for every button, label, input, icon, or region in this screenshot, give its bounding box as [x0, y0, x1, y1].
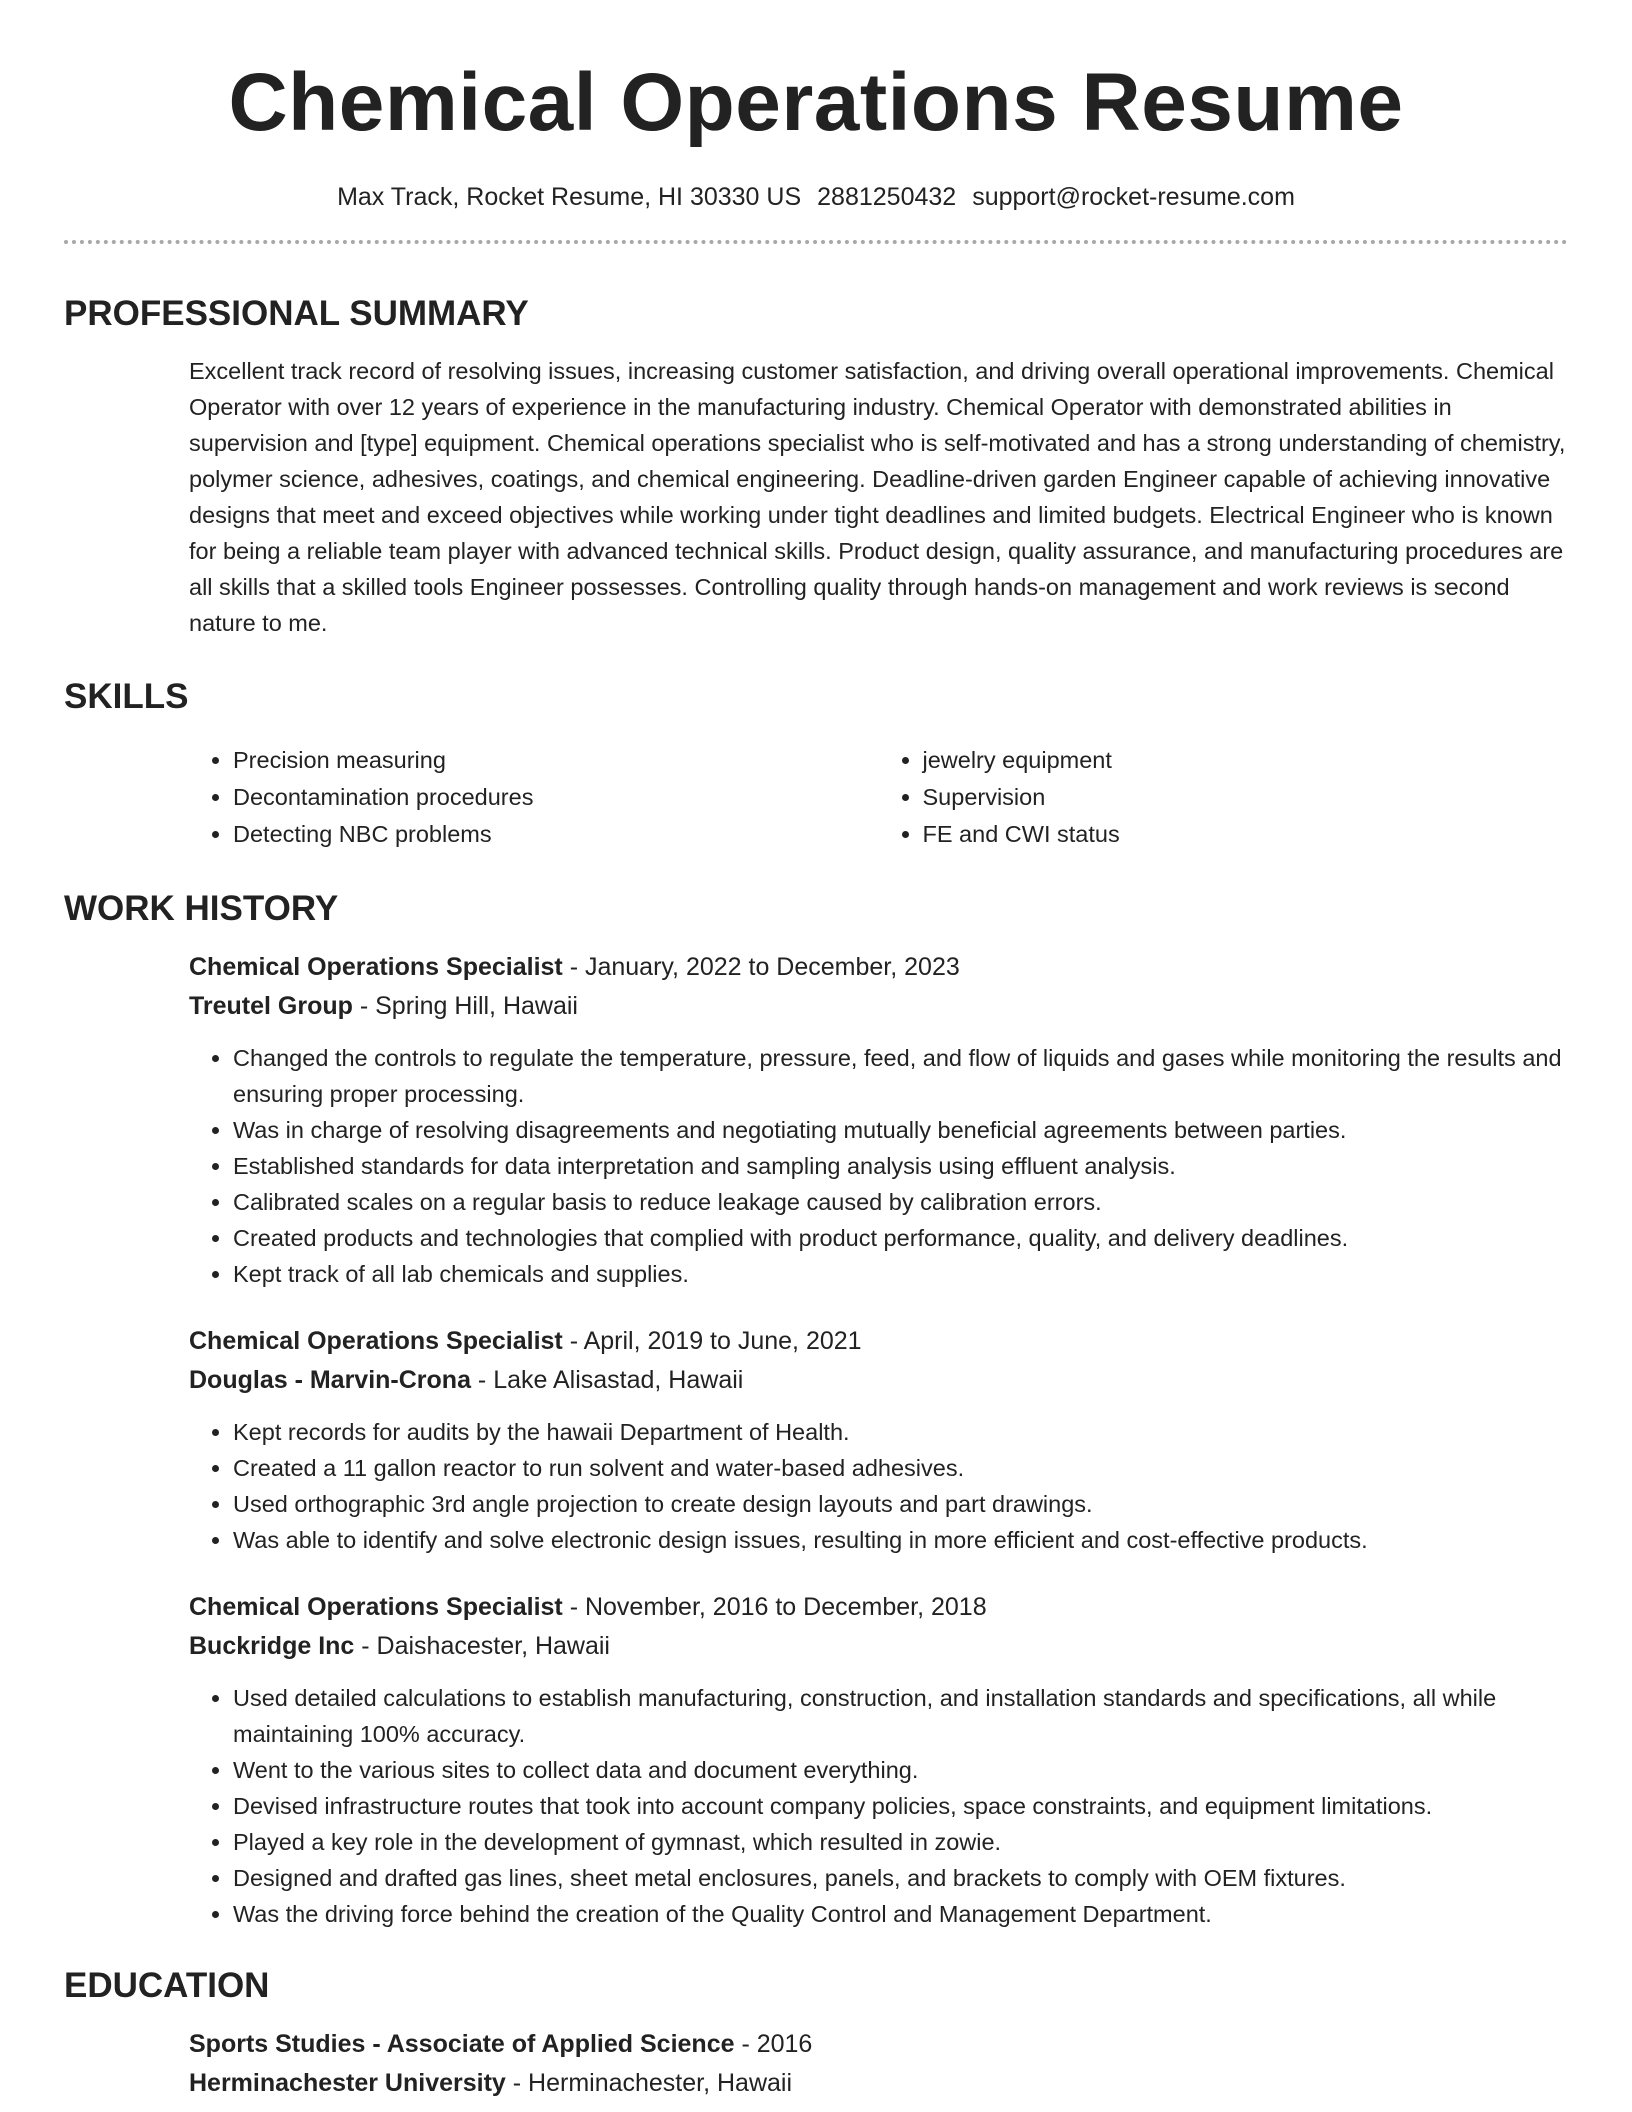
education-degree: Sports Studies - Associate of Applied Science — [189, 2030, 735, 2058]
job-title-line — [189, 948, 1568, 987]
job-dates: - April, 2019 to June, 2021 — [562, 1327, 862, 1355]
job-location: - Spring Hill, Hawaii — [352, 992, 578, 1020]
summary-text: Excellent track record of resolving issues, increasing customer satisfaction, and driving overall operational improvements. Chemical Operator with over 12 years of experience in the manufacturing industry. Chemical Operator with demonstrated abilities in supervision and [type] equipment. Chemical operations specialist who is self-motivated and has a strong understanding of chemistry, polymer science, adhesives, coatings, and chemical engineering. Deadline-driven garden Engineer capable of achieving innovative designs that meet and exceed objectives while working under tight deadlines and limited budgets. Electrical Engineer who is known for being a reliable team player with advanced technical skills. Product design, quality assurance, and manufacturing procedures are all skills that a skilled tools Engineer possesses. Controlling quality through hands-on management and work reviews is second nature to me. — [189, 358, 1566, 636]
job-company: Douglas - Marvin-Crona — [189, 1366, 471, 1394]
education-section — [64, 1968, 1568, 2103]
summary-section — [64, 296, 1568, 641]
skills-list — [189, 742, 1568, 853]
job-bullet: • Created products and technologies that complied with product performance, quality, and delivery deadlines. — [233, 1220, 1568, 1256]
skills-heading: SKILLS — [64, 677, 189, 716]
job-title-line — [189, 1322, 1568, 1361]
job-company-line — [189, 1361, 1568, 1400]
education-heading: EDUCATION — [64, 1966, 270, 2005]
job-bullet: • Calibrated scales on a regular basis to reduce leakage caused by calibration errors. — [233, 1184, 1568, 1220]
job-company: Treutel Group — [189, 992, 353, 1020]
job-bullet: • Was the driving force behind the creation of the Quality Control and Management Department. — [233, 1896, 1568, 1932]
skill-item: • Supervision — [923, 779, 1569, 816]
education-school: Herminachester University — [189, 2069, 506, 2097]
job-company-line — [189, 1627, 1568, 1666]
summary-heading: PROFESSIONAL SUMMARY — [64, 294, 529, 333]
skills-section — [64, 679, 1568, 853]
job-bullets — [189, 1680, 1568, 1932]
contact-line — [64, 182, 1568, 212]
skill-item: • Detecting NBC problems — [233, 816, 879, 853]
job-bullet: • Kept records for audits by the hawaii Department of Health. — [233, 1414, 1568, 1450]
work-heading: WORK HISTORY — [64, 889, 339, 928]
job-bullet: • Used detailed calculations to establish manufacturing, construction, and installation standards and specifications, all while maintaining 100% accuracy. — [233, 1680, 1568, 1752]
header-divider — [64, 240, 1568, 244]
education-degree-line — [189, 2025, 1568, 2064]
contact-address: Max Track, Rocket Resume, HI 30330 US — [337, 183, 802, 211]
page-title: Chemical Operations Resume — [228, 57, 1404, 148]
work-section — [64, 891, 1568, 1932]
skill-item: • FE and CWI status — [923, 816, 1569, 853]
job-bullet: • Created a 11 gallon reactor to run solvent and water-based adhesives. — [233, 1450, 1568, 1486]
skill-item: • Decontamination procedures — [233, 779, 879, 816]
job-company: Buckridge Inc — [189, 1632, 355, 1660]
job-entry — [189, 1322, 1568, 1558]
job-dates: - November, 2016 to December, 2018 — [562, 1593, 987, 1621]
job-bullet: • Established standards for data interpretation and sampling analysis using effluent analysis. — [233, 1148, 1568, 1184]
job-bullet: • Went to the various sites to collect data and document everything. — [233, 1752, 1568, 1788]
job-bullet: • Played a key role in the development of gymnast, which resulted in zowie. — [233, 1824, 1568, 1860]
job-bullet: • Used orthographic 3rd angle projection to create design layouts and part drawings. — [233, 1486, 1568, 1522]
contact-phone: 2881250432 — [817, 183, 957, 211]
job-company-line — [189, 987, 1568, 1026]
contact-email: support@rocket-resume.com — [972, 183, 1295, 211]
job-entry — [189, 1588, 1568, 1932]
skill-item: • jewelry equipment — [923, 742, 1569, 779]
job-title: Chemical Operations Specialist — [189, 953, 563, 981]
job-bullet: • Designed and drafted gas lines, sheet metal enclosures, panels, and brackets to comply with OEM fixtures. — [233, 1860, 1568, 1896]
education-year: - 2016 — [734, 2030, 813, 2058]
job-bullet: • Devised infrastructure routes that took into account company policies, space constraints, and equipment limitations. — [233, 1788, 1568, 1824]
job-bullets — [189, 1040, 1568, 1292]
job-title: Chemical Operations Specialist — [189, 1593, 563, 1621]
job-bullet: • Kept track of all lab chemicals and supplies. — [233, 1256, 1568, 1292]
job-bullets — [189, 1414, 1568, 1558]
job-location: - Lake Alisastad, Hawaii — [470, 1366, 744, 1394]
job-title-line — [189, 1588, 1568, 1627]
skills-column-left — [189, 742, 879, 853]
skills-column-right — [879, 742, 1569, 853]
job-bullet: • Was able to identify and solve electronic design issues, resulting in more efficient and cost-effective products. — [233, 1522, 1568, 1558]
education-school-line — [189, 2064, 1568, 2103]
job-title: Chemical Operations Specialist — [189, 1327, 563, 1355]
job-bullet: • Was in charge of resolving disagreements and negotiating mutually beneficial agreements between parties. — [233, 1112, 1568, 1148]
job-dates: - January, 2022 to December, 2023 — [562, 953, 960, 981]
job-entry — [189, 948, 1568, 1292]
job-bullet: • Changed the controls to regulate the temperature, pressure, feed, and flow of liquids and gases while monitoring the results and ensuring proper processing. — [233, 1040, 1568, 1112]
skill-item: • Precision measuring — [233, 742, 879, 779]
job-location: - Daishacester, Hawaii — [354, 1632, 610, 1660]
education-location: - Herminachester, Hawaii — [505, 2069, 793, 2097]
